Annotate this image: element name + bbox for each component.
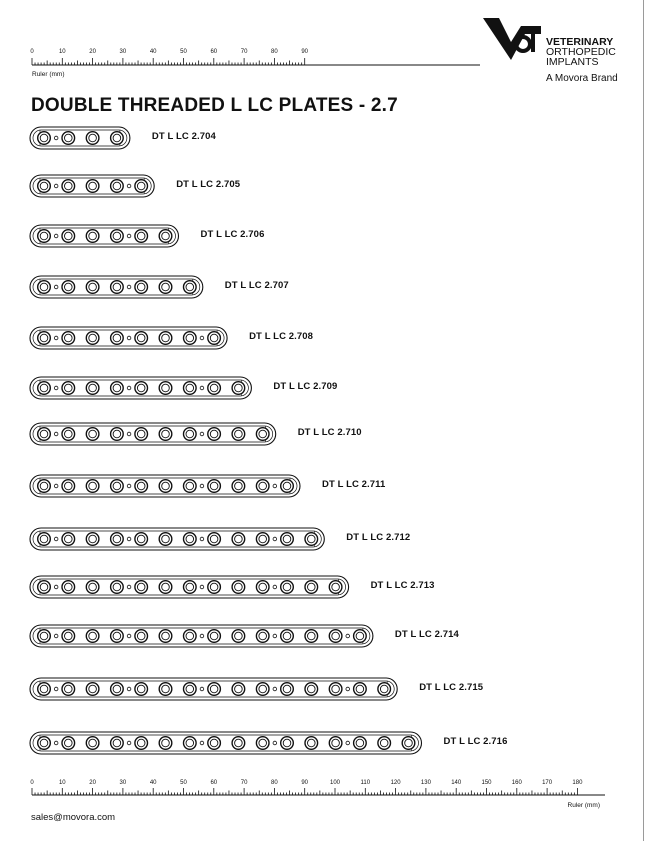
screw-hole (135, 230, 148, 243)
plate (30, 225, 179, 247)
compression-slot (273, 634, 277, 638)
screw-hole (38, 533, 51, 546)
screw-hole (86, 281, 99, 294)
screw-hole (86, 480, 99, 493)
screw-hole (208, 737, 221, 750)
screw-hole (135, 581, 148, 594)
plate (30, 475, 300, 497)
compression-slot (54, 741, 58, 745)
ruler-tick-label: 140 (451, 780, 462, 786)
plate-label: DT L LC 2.714 (394, 629, 459, 640)
screw-hole (232, 428, 245, 441)
screw-hole (159, 382, 172, 395)
compression-slot (127, 484, 131, 488)
screw-hole (135, 382, 148, 395)
ruler-tick-label: 90 (301, 780, 309, 786)
screw-hole (208, 332, 221, 345)
screw-hole (86, 382, 99, 395)
screw-hole (135, 630, 148, 643)
compression-slot (127, 634, 131, 638)
compression-slot (127, 285, 131, 289)
screw-hole (256, 428, 269, 441)
screw-hole (38, 332, 51, 345)
screw-hole (38, 132, 51, 145)
screw-hole (184, 281, 197, 294)
screw-hole (111, 230, 124, 243)
compression-slot (127, 234, 131, 238)
plate (30, 276, 203, 298)
screw-hole (329, 630, 342, 643)
screw-hole (135, 180, 148, 193)
compression-slot (54, 136, 58, 140)
ruler-tick-label: 50 (180, 780, 187, 786)
plate-label: DT L LC 2.706 (200, 229, 265, 240)
screw-hole (354, 630, 367, 643)
ruler-tick-label: 80 (271, 49, 278, 55)
screw-hole (111, 533, 124, 546)
screw-hole (256, 533, 269, 546)
brand-line-1: VETERINARY (546, 36, 614, 48)
screw-hole (86, 230, 99, 243)
ruler-tick-label: 30 (119, 49, 127, 55)
compression-slot (200, 537, 204, 541)
screw-hole (208, 630, 221, 643)
ruler-tick-label: 150 (481, 780, 492, 786)
compression-slot (200, 432, 204, 436)
compression-slot (54, 285, 58, 289)
plate-label: DT L LC 2.708 (249, 331, 314, 342)
screw-hole (38, 683, 51, 696)
compression-slot (127, 687, 131, 691)
screw-hole (38, 281, 51, 294)
screw-hole (111, 737, 124, 750)
ruler-tick-label: 180 (572, 780, 583, 786)
screw-hole (378, 737, 391, 750)
screw-hole (402, 737, 415, 750)
screw-hole (232, 382, 245, 395)
screw-hole (38, 230, 51, 243)
screw-hole (159, 428, 172, 441)
compression-slot (200, 687, 204, 691)
plate (30, 732, 422, 754)
screw-hole (159, 480, 172, 493)
screw-hole (86, 428, 99, 441)
ruler-tick-label: 120 (390, 780, 401, 786)
screw-hole (159, 230, 172, 243)
compression-slot (54, 336, 58, 340)
compression-slot (54, 184, 58, 188)
screw-hole (86, 737, 99, 750)
ruler-tick-label: 10 (58, 49, 66, 55)
screw-hole (86, 581, 99, 594)
plate-label: DT L LC 2.715 (419, 682, 484, 693)
plate-label: DT L LC 2.705 (176, 179, 241, 190)
compression-slot (273, 687, 277, 691)
ruler-tick-label: 40 (149, 49, 157, 55)
screw-hole (86, 683, 99, 696)
screw-hole (62, 281, 75, 294)
screw-hole (159, 581, 172, 594)
screw-hole (159, 737, 172, 750)
plate (30, 175, 154, 197)
screw-hole (135, 281, 148, 294)
screw-hole (111, 332, 124, 345)
plate-label: DT L LC 2.704 (151, 131, 216, 142)
screw-hole (281, 581, 294, 594)
screw-hole (184, 683, 197, 696)
compression-slot (54, 484, 58, 488)
compression-slot (127, 184, 131, 188)
plate-label: DT L LC 2.709 (273, 381, 338, 392)
screw-hole (86, 630, 99, 643)
screw-hole (281, 480, 294, 493)
compression-slot (200, 386, 204, 390)
screw-hole (281, 630, 294, 643)
screw-hole (159, 630, 172, 643)
plate (30, 528, 324, 550)
ruler-tick-label: 70 (240, 780, 248, 786)
screw-hole (208, 683, 221, 696)
screw-hole (184, 581, 197, 594)
ruler-tick-label: 130 (420, 780, 431, 786)
compression-slot (200, 741, 204, 745)
screw-hole (62, 382, 75, 395)
screw-hole (62, 180, 75, 193)
screw-hole (111, 180, 124, 193)
screw-hole (62, 630, 75, 643)
screw-hole (256, 683, 269, 696)
screw-hole (38, 581, 51, 594)
screw-hole (62, 683, 75, 696)
screw-hole (111, 382, 124, 395)
screw-hole (135, 683, 148, 696)
ruler-tick-label: 40 (149, 780, 157, 786)
screw-hole (62, 230, 75, 243)
ruler-tick-label: 170 (542, 780, 553, 786)
compression-slot (54, 585, 58, 589)
screw-hole (281, 737, 294, 750)
plate (30, 625, 373, 647)
ruler-tick-label: 110 (360, 780, 371, 786)
compression-slot (127, 432, 131, 436)
screw-hole (281, 683, 294, 696)
compression-slot (54, 537, 58, 541)
screw-hole (62, 480, 75, 493)
ruler-tick-label: 0 (30, 780, 34, 786)
compression-slot (273, 537, 277, 541)
screw-hole (256, 581, 269, 594)
ruler-tick-label: 10 (58, 780, 66, 786)
screw-hole (62, 132, 75, 145)
ruler-tick-label: 90 (301, 49, 309, 55)
screw-hole (305, 581, 318, 594)
compression-slot (200, 634, 204, 638)
screw-hole (38, 428, 51, 441)
plate-label: DT L LC 2.707 (224, 280, 289, 291)
compression-slot (127, 741, 131, 745)
brand-line-2: ORTHOPEDIC (546, 46, 616, 58)
compression-slot (54, 687, 58, 691)
screw-hole (329, 581, 342, 594)
compression-slot (200, 585, 204, 589)
plate (30, 678, 397, 700)
screw-hole (159, 683, 172, 696)
screw-hole (184, 737, 197, 750)
screw-hole (86, 533, 99, 546)
ruler-tick-label: 30 (119, 780, 127, 786)
screw-hole (135, 480, 148, 493)
screw-hole (256, 737, 269, 750)
screw-hole (305, 737, 318, 750)
screw-hole (184, 382, 197, 395)
compression-slot (127, 537, 131, 541)
screw-hole (329, 683, 342, 696)
screw-hole (159, 533, 172, 546)
contact-email[interactable]: sales@movora.com (31, 812, 116, 823)
screw-hole (305, 533, 318, 546)
ruler-tick-label: 0 (30, 49, 34, 55)
screw-hole (184, 480, 197, 493)
screw-hole (305, 630, 318, 643)
screw-hole (256, 480, 269, 493)
screw-hole (208, 428, 221, 441)
screw-hole (111, 132, 124, 145)
compression-slot (273, 741, 277, 745)
screw-hole (232, 480, 245, 493)
ruler-tick-label: 60 (210, 49, 218, 55)
screw-hole (38, 480, 51, 493)
ruler-tick-label: 60 (210, 780, 218, 786)
compression-slot (54, 634, 58, 638)
screw-hole (232, 630, 245, 643)
screw-hole (135, 533, 148, 546)
plate-label: DT L LC 2.713 (370, 580, 435, 591)
compression-slot (54, 432, 58, 436)
ruler-unit-label: Ruler (mm) (567, 802, 600, 809)
screw-hole (256, 630, 269, 643)
screw-hole (111, 581, 124, 594)
screw-hole (232, 581, 245, 594)
compression-slot (273, 484, 277, 488)
ruler-tick-label: 20 (89, 49, 96, 55)
brand-line-3: IMPLANTS (546, 56, 599, 68)
screw-hole (159, 281, 172, 294)
compression-slot (54, 234, 58, 238)
screw-hole (378, 683, 391, 696)
screw-hole (208, 581, 221, 594)
ruler-tick-label: 160 (511, 780, 522, 786)
page-title: DOUBLE THREADED L LC PLATES - 2.7 (31, 95, 398, 116)
screw-hole (281, 533, 294, 546)
screw-hole (38, 630, 51, 643)
compression-slot (200, 336, 204, 340)
ruler-unit-label: Ruler (mm) (32, 71, 65, 78)
plate-label: DT L LC 2.710 (297, 427, 362, 438)
compression-slot (127, 585, 131, 589)
screw-hole (86, 132, 99, 145)
ruler-tick-label: 100 (329, 780, 341, 786)
plate (30, 127, 130, 149)
screw-hole (62, 737, 75, 750)
screw-hole (208, 480, 221, 493)
screw-hole (232, 737, 245, 750)
screw-hole (135, 737, 148, 750)
screw-hole (62, 428, 75, 441)
screw-hole (184, 332, 197, 345)
screw-hole (38, 382, 51, 395)
screw-hole (111, 428, 124, 441)
screw-hole (184, 630, 197, 643)
plate (30, 423, 276, 445)
screw-hole (135, 428, 148, 441)
screw-hole (232, 533, 245, 546)
ruler-tick-label: 20 (89, 780, 96, 786)
screw-hole (86, 180, 99, 193)
brand-tagline: A Movora Brand (546, 73, 618, 84)
plate-label: DT L LC 2.712 (346, 532, 411, 543)
screw-hole (62, 332, 75, 345)
screw-hole (62, 581, 75, 594)
plate (30, 377, 251, 399)
compression-slot (200, 484, 204, 488)
screw-hole (135, 332, 148, 345)
compression-slot (273, 585, 277, 589)
screw-hole (111, 683, 124, 696)
compression-slot (54, 386, 58, 390)
compression-slot (346, 741, 350, 745)
screw-hole (354, 737, 367, 750)
screw-hole (184, 533, 197, 546)
screw-hole (329, 737, 342, 750)
ruler-tick-label: 50 (180, 49, 187, 55)
compression-slot (127, 336, 131, 340)
screw-hole (111, 480, 124, 493)
screw-hole (111, 630, 124, 643)
compression-slot (346, 687, 350, 691)
ruler-tick-label: 80 (271, 780, 278, 786)
compression-slot (127, 386, 131, 390)
screw-hole (159, 332, 172, 345)
screw-hole (232, 683, 245, 696)
screw-hole (305, 683, 318, 696)
screw-hole (86, 332, 99, 345)
ruler-tick-label: 70 (240, 49, 248, 55)
screw-hole (38, 180, 51, 193)
screw-hole (62, 533, 75, 546)
screw-hole (208, 533, 221, 546)
plate (30, 576, 349, 598)
screw-hole (38, 737, 51, 750)
screw-hole (111, 281, 124, 294)
screw-hole (354, 683, 367, 696)
screw-hole (184, 428, 197, 441)
plate (30, 327, 227, 349)
plate-label: DT L LC 2.711 (322, 479, 386, 490)
screw-hole (208, 382, 221, 395)
compression-slot (346, 634, 350, 638)
plate-label: DT L LC 2.716 (443, 736, 508, 747)
